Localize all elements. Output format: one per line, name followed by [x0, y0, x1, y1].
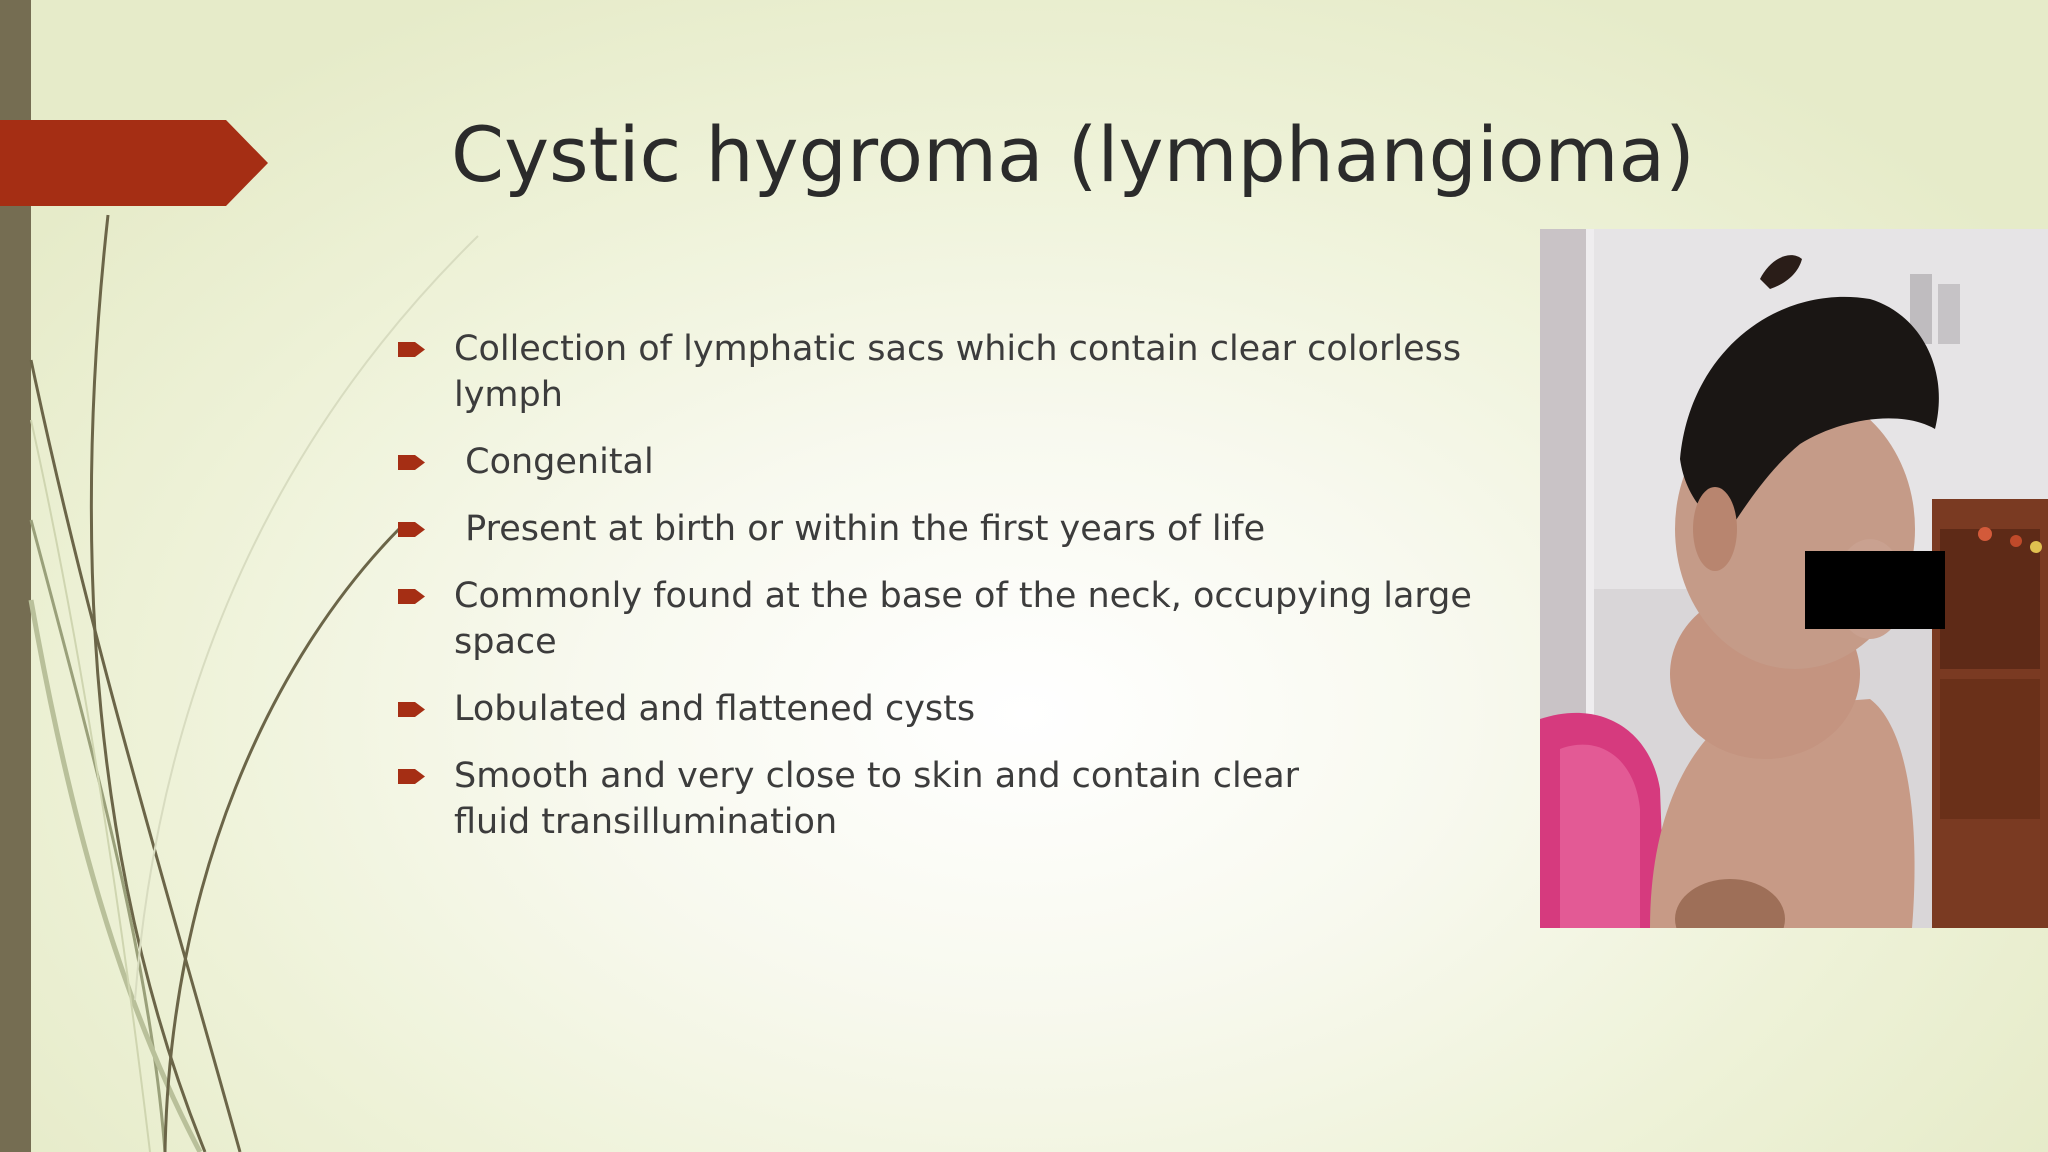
bullet-text: Collection of lymphatic sacs which contain clear colorless lymph — [454, 329, 1473, 415]
bullet-item — [398, 326, 1548, 418]
bullet-text: Commonly found at the base of the neck, occupying large space — [454, 576, 1484, 662]
bullet-list — [398, 326, 1548, 866]
patient-photo — [1540, 229, 2048, 928]
bullet-text: Smooth and very close to skin and contain clear fluid transillumination — [454, 756, 1311, 842]
bullet-item — [398, 686, 1548, 732]
slide-title: Cystic hygroma (lymphangioma) — [451, 110, 1695, 199]
arrow-bullet-icon — [398, 522, 425, 537]
arrow-bullet-icon — [398, 589, 425, 604]
bullet-text: Present at birth or within the first years of life — [454, 509, 1266, 549]
arrow-bullet-icon — [398, 702, 425, 717]
arrow-bullet-icon — [398, 342, 425, 357]
bullet-item — [398, 753, 1548, 845]
bullet-item — [398, 506, 1548, 552]
photo-illustration — [1540, 229, 2048, 928]
redaction-bar — [1805, 551, 1945, 629]
bullet-text: Congenital — [454, 442, 654, 482]
title-accent-arrow — [0, 120, 270, 206]
bullet-item — [398, 439, 1548, 485]
arrow-bullet-icon — [398, 769, 425, 784]
bullet-item — [398, 573, 1548, 665]
arrow-bullet-icon — [398, 455, 425, 470]
bullet-text: Lobulated and flattened cysts — [454, 689, 976, 729]
